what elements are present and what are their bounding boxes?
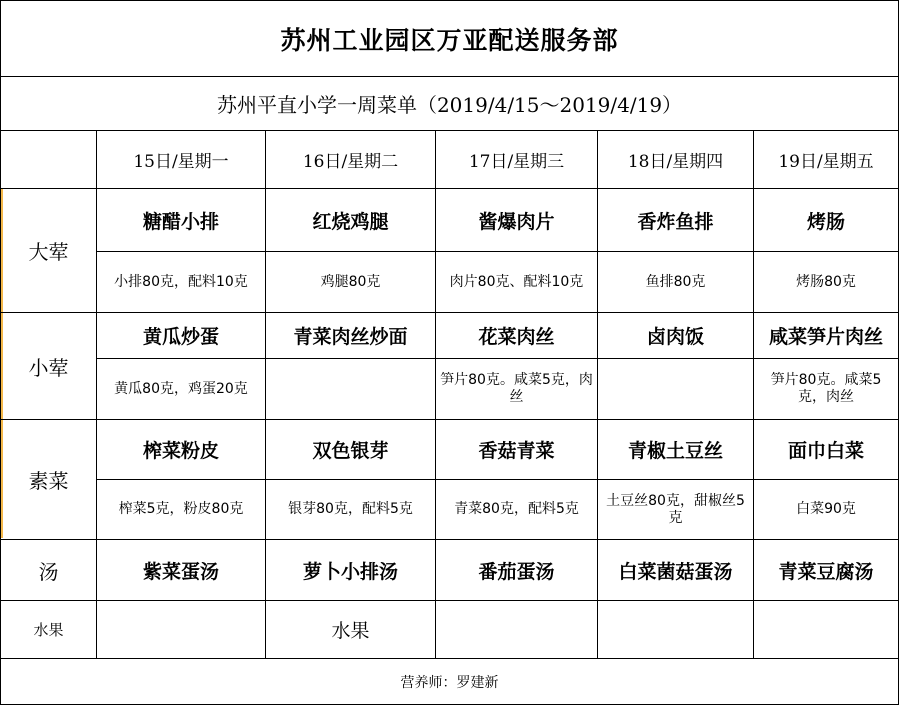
dish-name: 番茄蛋汤 <box>436 540 598 601</box>
dish-name: 花菜肉丝 <box>436 313 598 359</box>
ingredient-text: 鸡腿80克 <box>266 252 436 313</box>
dish-name: 糖醋小排 <box>97 189 266 252</box>
dish-name: 紫菜蛋汤 <box>97 540 266 601</box>
ingredient-text: 青菜80克，配料5克 <box>436 480 598 540</box>
dish-name: 双色银芽 <box>266 420 436 480</box>
dish-name: 酱爆肉片 <box>436 189 598 252</box>
nutritionist-footer: 营养师：罗建新 <box>1 659 899 705</box>
main-ingredient-row <box>1 252 899 313</box>
day-header-row <box>1 131 899 189</box>
category-label-vegetable: 素菜 <box>1 420 97 540</box>
corner-cell <box>1 131 97 189</box>
ingredient-text <box>266 359 436 420</box>
ingredient-text: 土豆丝80克，甜椒丝5克 <box>598 480 754 540</box>
fruit-cell <box>598 601 754 659</box>
dish-name: 面巾白菜 <box>754 420 899 480</box>
menu-subtitle: 苏州平直小学一周菜单（2019/4/15～2019/4/19） <box>1 77 899 131</box>
category-label-main: 大荤 <box>1 189 97 313</box>
dish-name: 青椒土豆丝 <box>598 420 754 480</box>
day-header: 15日/星期一 <box>97 131 266 189</box>
dish-name: 香菇青菜 <box>436 420 598 480</box>
main-dish-row <box>1 189 899 252</box>
dish-name: 黄瓜炒蛋 <box>97 313 266 359</box>
ingredient-text: 小排80克，配料10克 <box>97 252 266 313</box>
ingredient-text: 鱼排80克 <box>598 252 754 313</box>
day-header: 17日/星期三 <box>436 131 598 189</box>
vegetable-dish-row <box>1 420 899 480</box>
ingredient-text: 榨菜5克，粉皮80克 <box>97 480 266 540</box>
category-label-side: 小荤 <box>1 313 97 420</box>
fruit-cell <box>436 601 598 659</box>
dish-name: 咸菜笋片肉丝 <box>754 313 899 359</box>
dish-name: 白菜菌菇蛋汤 <box>598 540 754 601</box>
dish-name: 青菜肉丝炒面 <box>266 313 436 359</box>
ingredient-text: 烤肠80克 <box>754 252 899 313</box>
dish-name: 青菜豆腐汤 <box>754 540 899 601</box>
ingredient-text: 笋片80克。咸菜5克，肉丝 <box>436 359 598 420</box>
dish-name: 卤肉饭 <box>598 313 754 359</box>
ingredient-text: 笋片80克。咸菜5克，肉丝 <box>754 359 899 420</box>
day-header: 18日/星期四 <box>598 131 754 189</box>
fruit-cell: 水果 <box>266 601 436 659</box>
fruit-cell <box>754 601 899 659</box>
dish-name: 榨菜粉皮 <box>97 420 266 480</box>
ingredient-text: 白菜90克 <box>754 480 899 540</box>
ingredient-text: 肉片80克、配料10克 <box>436 252 598 313</box>
ingredient-text <box>598 359 754 420</box>
dish-name: 萝卜小排汤 <box>266 540 436 601</box>
ingredient-text: 黄瓜80克，鸡蛋20克 <box>97 359 266 420</box>
dish-name: 烤肠 <box>754 189 899 252</box>
side-ingredient-row <box>1 359 899 420</box>
fruit-cell <box>97 601 266 659</box>
fruit-row <box>1 601 899 659</box>
vegetable-ingredient-row <box>1 480 899 540</box>
day-header: 16日/星期二 <box>266 131 436 189</box>
dish-name: 红烧鸡腿 <box>266 189 436 252</box>
day-header: 19日/星期五 <box>754 131 899 189</box>
soup-row <box>1 540 899 601</box>
document-title: 苏州工业园区万亚配送服务部 <box>1 1 899 77</box>
category-label-fruit: 水果 <box>1 601 97 659</box>
side-dish-row <box>1 313 899 359</box>
category-label-soup: 汤 <box>1 540 97 601</box>
dish-name: 香炸鱼排 <box>598 189 754 252</box>
ingredient-text: 银芽80克，配料5克 <box>266 480 436 540</box>
